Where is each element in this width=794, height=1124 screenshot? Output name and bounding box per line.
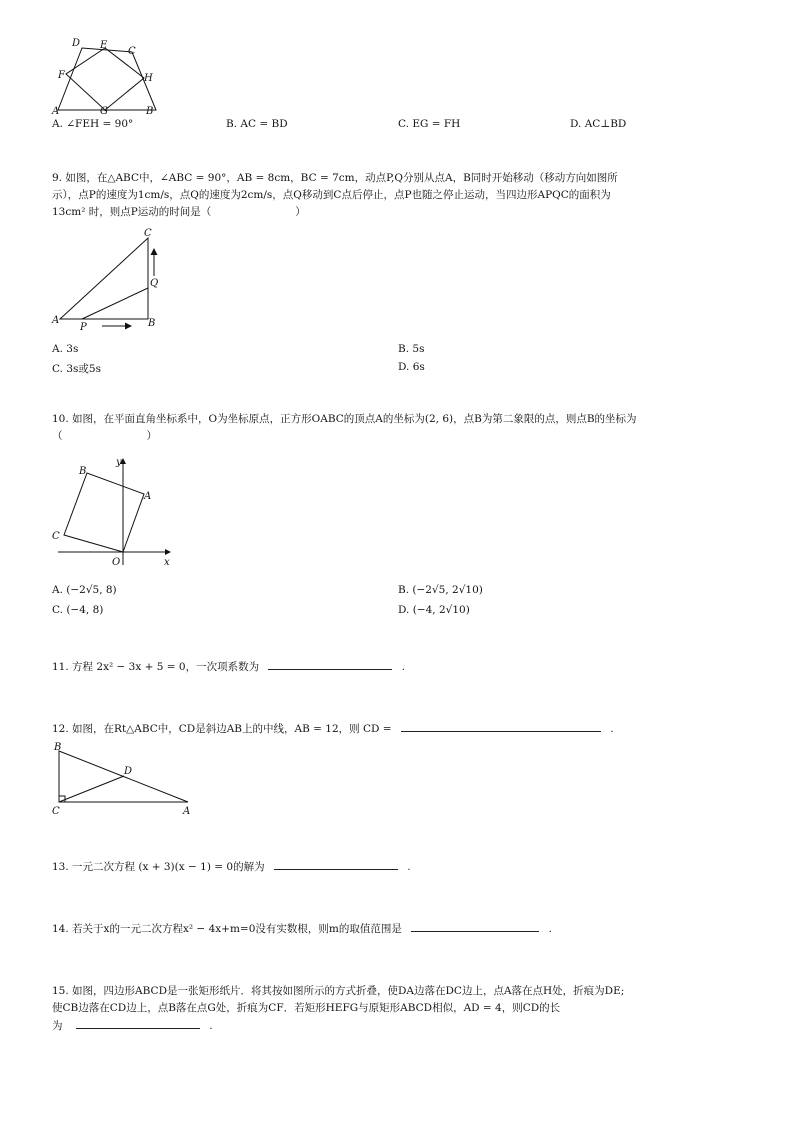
q10-label-x: x bbox=[164, 557, 170, 568]
q8-label-g: G bbox=[100, 106, 108, 117]
q8-label-h: H bbox=[144, 73, 153, 84]
q12-label-c: C bbox=[52, 806, 60, 817]
q12-answer-blank[interactable] bbox=[401, 720, 601, 732]
q9-label-c: C bbox=[144, 228, 152, 239]
q13-answer-blank[interactable] bbox=[274, 858, 398, 870]
q8-option-b: B. AC = BD bbox=[226, 118, 288, 130]
q13-number: 13. bbox=[52, 861, 69, 873]
q15-answer-blank[interactable] bbox=[76, 1017, 200, 1029]
q15-line-3: 为 bbox=[52, 1020, 63, 1032]
q8-label-d: D bbox=[72, 38, 81, 49]
q9-option-c: C. 3s或5s bbox=[52, 363, 101, 375]
q15-end: . bbox=[209, 1020, 213, 1032]
q12-end: . bbox=[610, 723, 614, 735]
q13-stem bbox=[52, 858, 411, 876]
q8-label-a: A bbox=[52, 106, 60, 117]
q12-text: 如图，在Rt△ABC中，CD是斜边AB上的中线，AB = 12，则 CD = bbox=[72, 723, 392, 735]
q9-label-b: B bbox=[148, 318, 156, 329]
q15-stem bbox=[52, 983, 624, 1035]
q8-figure bbox=[50, 36, 165, 118]
q14-stem bbox=[52, 920, 552, 938]
q14-text: 若关于x的一元二次方程x² − 4x+m=0没有实数根，则m的取值范围是 bbox=[72, 923, 402, 935]
q11-stem bbox=[52, 658, 405, 676]
q9-option-d: D. 6s bbox=[398, 361, 425, 373]
q15-number: 15. bbox=[52, 985, 69, 997]
q11-end: . bbox=[401, 661, 406, 673]
q9-label-p: P bbox=[80, 322, 87, 333]
q8-option-c: C. EG = FH bbox=[398, 118, 461, 130]
q9-line-2: 示），点P的速度为1cm/s，点Q的速度为2cm/s，点Q移动到C点后停止，点P也随之停止运动，当四边形APQC的面积为 bbox=[52, 189, 611, 201]
q10-stem bbox=[52, 411, 637, 445]
q11-text: 方程 2x² − 3x + 5 = 0，一次项系数为 bbox=[72, 661, 260, 673]
q10-figure bbox=[50, 455, 175, 570]
q10-line-1: 如图，在平面直角坐标系中，O为坐标原点，正方形OABC的顶点A的坐标为(2, 6)，点B为第二象限的点，则点B的坐标为 bbox=[72, 413, 637, 425]
q10-label-o: O bbox=[112, 557, 121, 568]
q10-label-b: B bbox=[79, 466, 87, 477]
q14-answer-blank[interactable] bbox=[411, 920, 539, 932]
q14-end: . bbox=[548, 923, 552, 935]
q8-option-a: A. ∠FEH = 90° bbox=[52, 118, 134, 130]
q9-option-b: B. 5s bbox=[398, 343, 425, 355]
q12-label-b: B bbox=[54, 742, 62, 753]
q8-label-e: E bbox=[100, 40, 108, 51]
q12-label-d: D bbox=[124, 766, 133, 777]
q15-line-1: 如图，四边形ABCD是一张矩形纸片．将其按如图所示的方式折叠，使DA边落在DC边上，点A落在点H处，折痕为DE; bbox=[72, 985, 625, 997]
q10-option-a: A. (−2√5, 8) bbox=[52, 584, 117, 596]
q10-number: 10. bbox=[52, 413, 69, 425]
q9-figure bbox=[50, 228, 170, 333]
q8-label-c: C bbox=[128, 46, 136, 57]
q8-label-f: F bbox=[58, 70, 65, 81]
q12-figure bbox=[50, 740, 200, 818]
q9-label-a: A bbox=[52, 315, 60, 326]
q9-line-3: 13cm² 时，则点P运动的时间是（ ） bbox=[52, 206, 306, 218]
q9-option-a: A. 3s bbox=[52, 343, 79, 355]
q13-end: . bbox=[407, 861, 411, 873]
q10-label-c: C bbox=[52, 531, 60, 542]
q13-text: 一元二次方程 (x + 3)(x − 1) = 0的解为 bbox=[72, 861, 265, 873]
q10-label-y: y bbox=[116, 457, 122, 468]
q8-label-b: B bbox=[146, 106, 154, 117]
q10-option-d: D. (−4, 2√10) bbox=[398, 604, 470, 616]
q15-line-2: 使CB边落在CD边上，点B落在点G处，折痕为CF．若矩形HEFG与原矩形ABCD相似，AD = 4，则CD的长 bbox=[52, 1002, 561, 1014]
q12-number: 12. bbox=[52, 723, 69, 735]
q9-number: 9. bbox=[52, 172, 63, 184]
q10-label-a: A bbox=[144, 491, 152, 502]
q8-option-d: D. AC⊥BD bbox=[570, 118, 627, 130]
q10-option-c: C. (−4, 8) bbox=[52, 604, 104, 616]
q12-label-a: A bbox=[183, 806, 191, 817]
q9-stem bbox=[52, 170, 618, 221]
q11-number: 11. bbox=[52, 661, 69, 673]
q12-stem bbox=[52, 720, 614, 738]
q14-number: 14. bbox=[52, 923, 69, 935]
q10-option-b: B. (−2√5, 2√10) bbox=[398, 584, 483, 596]
q11-answer-blank[interactable] bbox=[268, 658, 392, 670]
q10-line-2: （ ） bbox=[52, 430, 157, 442]
q9-label-q: Q bbox=[150, 278, 159, 289]
q9-line-1: 如图，在△ABC中，∠ABC = 90°，AB = 8cm，BC = 7cm，动点P,Q分别从点A，B同时开始移动（移动方向如图所 bbox=[65, 172, 618, 184]
